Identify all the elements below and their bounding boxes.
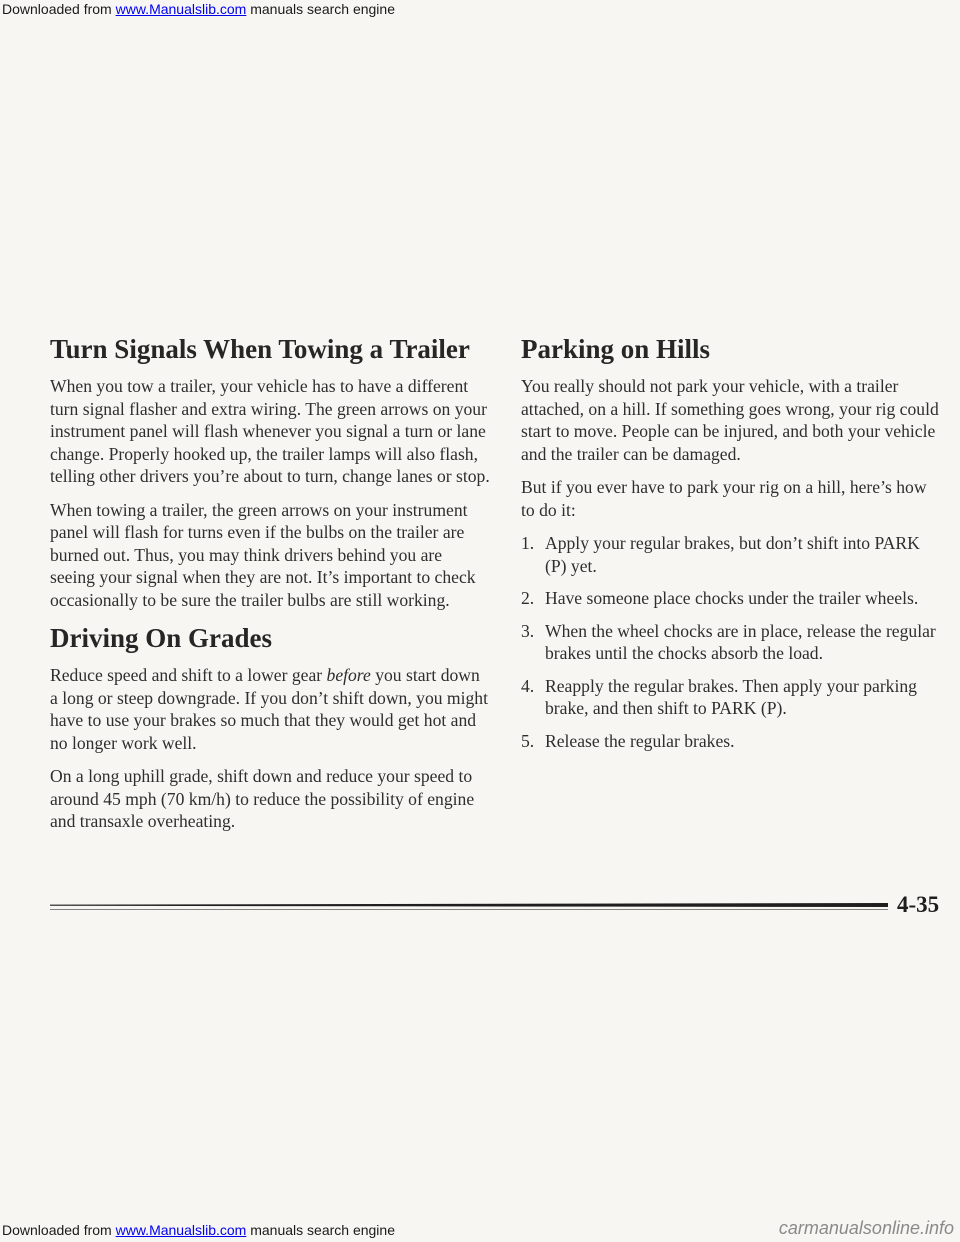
list-item [521,675,941,720]
left-column [50,334,490,844]
step-number: 5. [521,730,535,751]
parking-paragraph-1: You really should not park your vehicle, with a trailer attached, on a hill. If something goes wrong, your rig could start to move. People can be injured, and both your vehicle and the trailer can be damaged. [521,376,939,464]
page-number: 4-35 [897,892,940,917]
list-item [521,587,941,610]
step-number: 3. [521,620,535,641]
download-suffix: manuals search engine [246,1222,395,1238]
list-item [521,620,941,665]
turn-signals-paragraph-2: When towing a trailer, the green arrows on your instrument panel will flash for turns even if the bulbs on the trailer are burned out. Thus, you may think drivers behind you are seeing your signal when they are not. It’s important to check occasionally to be sure the trailer bulbs are still working. [50,499,476,610]
download-source-note [2,1,395,17]
list-item [521,532,941,577]
parking-on-hills-section [521,334,941,752]
step-text: Have someone place chocks under the trailer wheels. [545,588,919,608]
right-column [521,334,941,762]
parking-steps-list [521,532,941,752]
parking-on-hills-heading: Parking on Hills [521,334,711,364]
watermark-text: carmanualsonline.info [778,1218,954,1238]
grades-p1-before: Reduce speed and shift to a lower gear [50,665,327,685]
turn-signals-paragraph-1: When you tow a trailer, your vehicle has to have a different turn signal flasher and extra wiring. The green arrows on your instrument panel will flash whenever you signal a turn or lane change. Properly hooked up, the trailer lamps will also flash, telling other drivers you’re about to turn, change lanes or stop. [50,376,490,486]
step-number: 4. [521,675,535,696]
download-source-note-bottom [2,1222,395,1238]
driving-on-grades-section [50,623,490,833]
step-text: Reapply the regular brakes. Then apply your parking brake, and then shift to PARK (P). [545,675,917,718]
turn-signals-heading: Turn Signals When Towing a Trailer [50,334,470,364]
driving-on-grades-paragraph-2: On a long uphill grade, shift down and reduce your speed to around 45 mph (70 km/h) to reduce the possibility of engine and transaxle overheating. [50,766,475,831]
driving-on-grades-paragraph-1 [50,664,490,754]
manualslib-link[interactable]: www.Manualslib.com [115,1,247,17]
grades-p1-after: you start down a long or steep downgrade. If you don’t shift down, you might have to use your brakes so much that they would get hot and no longer work well. [50,665,488,753]
step-text: Release the regular brakes. [545,730,735,751]
turn-signals-section [50,334,490,611]
step-text: When the wheel chocks are in place, release the regular brakes until the chocks absorb the load. [545,620,936,663]
footer-rule-tapered-line [50,903,888,907]
parking-paragraph-2: But if you ever have to park your rig on a hill, here’s how to do it: [521,477,927,520]
driving-on-grades-heading: Driving On Grades [50,623,273,653]
grades-p1-emphasis: before [326,665,371,685]
download-prefix: Downloaded from [2,1222,116,1238]
step-number: 1. [521,533,535,553]
download-suffix: manuals search engine [246,1,395,17]
step-text: Apply your regular brakes, but don’t shift into PARK (P) yet. [545,533,920,576]
step-number: 2. [521,588,535,608]
list-item [521,730,941,753]
download-prefix: Downloaded from [2,1,116,17]
manualslib-link[interactable]: www.Manualslib.com [115,1222,247,1238]
footer-rule [50,903,888,911]
